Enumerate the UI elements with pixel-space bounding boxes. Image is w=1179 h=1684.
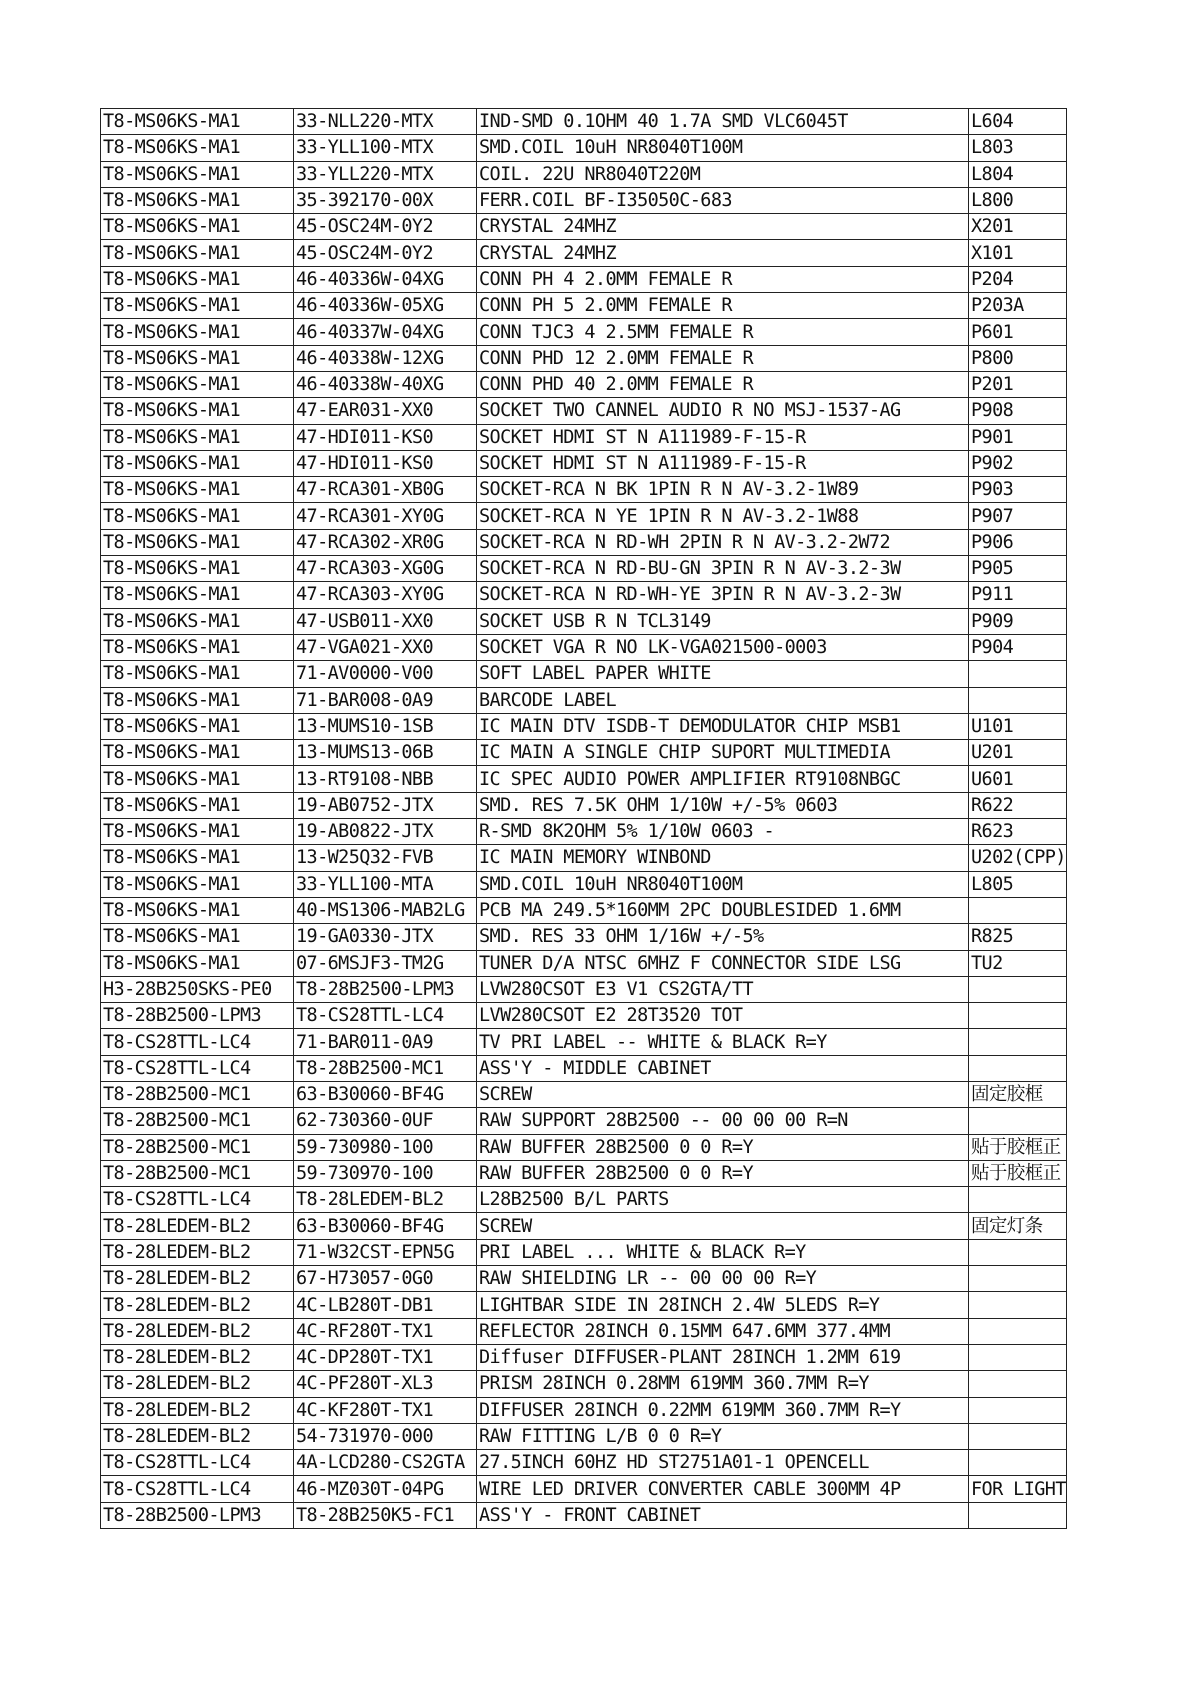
component-part-cell: 45-OSC24M-0Y2 xyxy=(294,240,477,266)
component-part-cell: 33-YLL220-MTX xyxy=(294,161,477,187)
location-cell: L804 xyxy=(969,161,1067,187)
bom-table-body xyxy=(101,109,1067,1529)
location-cell: FOR LIGHT xyxy=(969,1476,1067,1502)
parent-part-cell: T8-MS06KS-MA1 xyxy=(101,713,294,739)
table-row xyxy=(101,1160,1067,1186)
location-cell: L604 xyxy=(969,109,1067,135)
location-cell: X201 xyxy=(969,214,1067,240)
table-row xyxy=(101,1213,1067,1239)
location-cell xyxy=(969,1108,1067,1134)
description-cell: DIFFUSER 28INCH 0.22MM 619MM 360.7MM R=Y xyxy=(477,1397,969,1423)
parent-part-cell: T8-MS06KS-MA1 xyxy=(101,582,294,608)
component-part-cell: 47-EAR031-XX0 xyxy=(294,398,477,424)
location-cell: L800 xyxy=(969,187,1067,213)
component-part-cell: 13-MUMS10-1SB xyxy=(294,713,477,739)
table-row xyxy=(101,1318,1067,1344)
location-cell xyxy=(969,1292,1067,1318)
description-cell: RAW BUFFER 28B2500 0 0 R=Y xyxy=(477,1134,969,1160)
parent-part-cell: T8-28LEDEM-BL2 xyxy=(101,1318,294,1344)
description-cell: CONN PHD 40 2.0MM FEMALE R xyxy=(477,371,969,397)
parent-part-cell: T8-CS28TTL-LC4 xyxy=(101,1476,294,1502)
parent-part-cell: T8-CS28TTL-LC4 xyxy=(101,1029,294,1055)
location-cell: TU2 xyxy=(969,950,1067,976)
parent-part-cell: T8-28B2500-LPM3 xyxy=(101,1502,294,1528)
location-cell: P204 xyxy=(969,266,1067,292)
table-row xyxy=(101,1134,1067,1160)
parent-part-cell: T8-MS06KS-MA1 xyxy=(101,214,294,240)
component-part-cell: 71-W32CST-EPN5G xyxy=(294,1239,477,1265)
location-cell xyxy=(969,1397,1067,1423)
table-row xyxy=(101,293,1067,319)
location-cell xyxy=(969,976,1067,1002)
component-part-cell: 47-USB011-XX0 xyxy=(294,608,477,634)
component-part-cell: 46-40338W-40XG xyxy=(294,371,477,397)
parent-part-cell: T8-MS06KS-MA1 xyxy=(101,950,294,976)
description-cell: REFLECTOR 28INCH 0.15MM 647.6MM 377.4MM xyxy=(477,1318,969,1344)
description-cell: TUNER D/A NTSC 6MHZ F CONNECTOR SIDE LSG xyxy=(477,950,969,976)
component-part-cell: 45-OSC24M-0Y2 xyxy=(294,214,477,240)
table-row xyxy=(101,1266,1067,1292)
location-cell: P908 xyxy=(969,398,1067,424)
table-row xyxy=(101,871,1067,897)
description-cell: 27.5INCH 60HZ HD ST2751A01-1 OPENCELL xyxy=(477,1450,969,1476)
parent-part-cell: T8-MS06KS-MA1 xyxy=(101,529,294,555)
table-row xyxy=(101,424,1067,450)
description-cell: SMD.COIL 10uH NR8040T100M xyxy=(477,135,969,161)
table-row xyxy=(101,819,1067,845)
description-cell: CRYSTAL 24MHZ xyxy=(477,240,969,266)
description-cell: R-SMD 8K2OHM 5% 1/10W 0603 - xyxy=(477,819,969,845)
table-row xyxy=(101,240,1067,266)
component-part-cell: 47-RCA302-XR0G xyxy=(294,529,477,555)
parent-part-cell: T8-MS06KS-MA1 xyxy=(101,161,294,187)
table-row xyxy=(101,1187,1067,1213)
component-part-cell: T8-28B2500-LPM3 xyxy=(294,976,477,1002)
table-row xyxy=(101,345,1067,371)
parent-part-cell: T8-28B2500-MC1 xyxy=(101,1108,294,1134)
location-cell xyxy=(969,1003,1067,1029)
table-row xyxy=(101,897,1067,923)
description-cell: SMD.COIL 10uH NR8040T100M xyxy=(477,871,969,897)
description-cell: CONN PH 5 2.0MM FEMALE R xyxy=(477,293,969,319)
description-cell: LVW280CSOT E3 V1 CS2GTA/TT xyxy=(477,976,969,1002)
description-cell: SOCKET TWO CANNEL AUDIO R NO MSJ-1537-AG xyxy=(477,398,969,424)
location-cell: 固定胶框 xyxy=(969,1081,1067,1107)
parent-part-cell: T8-MS06KS-MA1 xyxy=(101,897,294,923)
component-part-cell: 35-392170-00X xyxy=(294,187,477,213)
parent-part-cell: T8-MS06KS-MA1 xyxy=(101,135,294,161)
parent-part-cell: T8-MS06KS-MA1 xyxy=(101,371,294,397)
location-cell: U601 xyxy=(969,766,1067,792)
location-cell xyxy=(969,661,1067,687)
parent-part-cell: T8-28B2500-LPM3 xyxy=(101,1003,294,1029)
parent-part-cell: T8-CS28TTL-LC4 xyxy=(101,1055,294,1081)
parent-part-cell: T8-MS06KS-MA1 xyxy=(101,687,294,713)
table-row xyxy=(101,976,1067,1002)
location-cell: P902 xyxy=(969,450,1067,476)
component-part-cell: 59-730980-100 xyxy=(294,1134,477,1160)
component-part-cell: 62-730360-0UF xyxy=(294,1108,477,1134)
description-cell: WIRE LED DRIVER CONVERTER CABLE 300MM 4P xyxy=(477,1476,969,1502)
table-row xyxy=(101,529,1067,555)
component-part-cell: 47-RCA303-XG0G xyxy=(294,556,477,582)
component-part-cell: 47-HDI011-KS0 xyxy=(294,450,477,476)
table-row xyxy=(101,477,1067,503)
description-cell: CONN PHD 12 2.0MM FEMALE R xyxy=(477,345,969,371)
table-row xyxy=(101,1292,1067,1318)
location-cell xyxy=(969,1450,1067,1476)
description-cell: SCREW xyxy=(477,1213,969,1239)
location-cell xyxy=(969,897,1067,923)
description-cell: PCB MA 249.5*160MM 2PC DOUBLESIDED 1.6MM xyxy=(477,897,969,923)
component-part-cell: 46-40336W-05XG xyxy=(294,293,477,319)
location-cell: R623 xyxy=(969,819,1067,845)
parent-part-cell: T8-MS06KS-MA1 xyxy=(101,398,294,424)
parent-part-cell: T8-MS06KS-MA1 xyxy=(101,240,294,266)
table-row xyxy=(101,766,1067,792)
table-row xyxy=(101,319,1067,345)
table-row xyxy=(101,1344,1067,1370)
location-cell: R622 xyxy=(969,792,1067,818)
table-row xyxy=(101,1397,1067,1423)
parent-part-cell: T8-MS06KS-MA1 xyxy=(101,661,294,687)
component-part-cell: 4C-KF280T-TX1 xyxy=(294,1397,477,1423)
description-cell: CONN TJC3 4 2.5MM FEMALE R xyxy=(477,319,969,345)
component-part-cell: 33-YLL100-MTX xyxy=(294,135,477,161)
parent-part-cell: T8-MS06KS-MA1 xyxy=(101,740,294,766)
location-cell: U202(CPP) xyxy=(969,845,1067,871)
component-part-cell: 46-MZ030T-04PG xyxy=(294,1476,477,1502)
parent-part-cell: T8-MS06KS-MA1 xyxy=(101,187,294,213)
component-part-cell: 4C-DP280T-TX1 xyxy=(294,1344,477,1370)
location-cell xyxy=(969,1187,1067,1213)
component-part-cell: 07-6MSJF3-TM2G xyxy=(294,950,477,976)
location-cell: P901 xyxy=(969,424,1067,450)
description-cell: IND-SMD 0.1OHM 40 1.7A SMD VLC6045T xyxy=(477,109,969,135)
location-cell: U201 xyxy=(969,740,1067,766)
parent-part-cell: T8-MS06KS-MA1 xyxy=(101,424,294,450)
table-row xyxy=(101,687,1067,713)
component-part-cell: 54-731970-000 xyxy=(294,1423,477,1449)
location-cell: P909 xyxy=(969,608,1067,634)
description-cell: SOCKET VGA R NO LK-VGA021500-0003 xyxy=(477,634,969,660)
table-row xyxy=(101,740,1067,766)
location-cell: P905 xyxy=(969,556,1067,582)
table-row xyxy=(101,1371,1067,1397)
parent-part-cell: T8-MS06KS-MA1 xyxy=(101,924,294,950)
parent-part-cell: T8-MS06KS-MA1 xyxy=(101,109,294,135)
description-cell: IC SPEC AUDIO POWER AMPLIFIER RT9108NBGC xyxy=(477,766,969,792)
description-cell: ASS'Y - MIDDLE CABINET xyxy=(477,1055,969,1081)
parent-part-cell: T8-MS06KS-MA1 xyxy=(101,819,294,845)
parent-part-cell: T8-28B2500-MC1 xyxy=(101,1160,294,1186)
component-part-cell: 71-BAR011-0A9 xyxy=(294,1029,477,1055)
parent-part-cell: T8-MS06KS-MA1 xyxy=(101,319,294,345)
description-cell: SMD. RES 7.5K OHM 1/10W +/-5% 0603 xyxy=(477,792,969,818)
parent-part-cell: T8-28LEDEM-BL2 xyxy=(101,1371,294,1397)
component-part-cell: 4A-LCD280-CS2GTA xyxy=(294,1450,477,1476)
location-cell: P203A xyxy=(969,293,1067,319)
table-row xyxy=(101,1055,1067,1081)
component-part-cell: 47-VGA021-XX0 xyxy=(294,634,477,660)
component-part-cell: 46-40337W-04XG xyxy=(294,319,477,345)
parent-part-cell: T8-28LEDEM-BL2 xyxy=(101,1266,294,1292)
description-cell: SOCKET-RCA N RD-WH-YE 3PIN R N AV-3.2-3W xyxy=(477,582,969,608)
component-part-cell: 13-W25Q32-FVB xyxy=(294,845,477,871)
table-row xyxy=(101,924,1067,950)
component-part-cell: 19-GA0330-JTX xyxy=(294,924,477,950)
description-cell: BARCODE LABEL xyxy=(477,687,969,713)
table-row xyxy=(101,1450,1067,1476)
location-cell xyxy=(969,1266,1067,1292)
parent-part-cell: T8-MS06KS-MA1 xyxy=(101,634,294,660)
component-part-cell: 19-AB0752-JTX xyxy=(294,792,477,818)
component-part-cell: 4C-PF280T-XL3 xyxy=(294,1371,477,1397)
description-cell: SMD. RES 33 OHM 1/16W +/-5% xyxy=(477,924,969,950)
component-part-cell: 47-RCA301-XB0G xyxy=(294,477,477,503)
location-cell xyxy=(969,1055,1067,1081)
component-part-cell: 71-AV0000-V00 xyxy=(294,661,477,687)
table-row xyxy=(101,1108,1067,1134)
parent-part-cell: T8-MS06KS-MA1 xyxy=(101,266,294,292)
location-cell xyxy=(969,1029,1067,1055)
description-cell: LIGHTBAR SIDE IN 28INCH 2.4W 5LEDS R=Y xyxy=(477,1292,969,1318)
component-part-cell: 47-RCA303-XY0G xyxy=(294,582,477,608)
parent-part-cell: T8-28LEDEM-BL2 xyxy=(101,1423,294,1449)
parent-part-cell: T8-MS06KS-MA1 xyxy=(101,871,294,897)
table-row xyxy=(101,135,1067,161)
parent-part-cell: T8-MS06KS-MA1 xyxy=(101,345,294,371)
description-cell: SCREW xyxy=(477,1081,969,1107)
location-cell xyxy=(969,1344,1067,1370)
description-cell: IC MAIN MEMORY WINBOND xyxy=(477,845,969,871)
component-part-cell: 4C-RF280T-TX1 xyxy=(294,1318,477,1344)
description-cell: RAW SUPPORT 28B2500 -- 00 00 00 R=N xyxy=(477,1108,969,1134)
description-cell: PRI LABEL ... WHITE & BLACK R=Y xyxy=(477,1239,969,1265)
parent-part-cell: T8-CS28TTL-LC4 xyxy=(101,1187,294,1213)
location-cell: R825 xyxy=(969,924,1067,950)
location-cell: P904 xyxy=(969,634,1067,660)
parent-part-cell: T8-28B2500-MC1 xyxy=(101,1081,294,1107)
location-cell: P800 xyxy=(969,345,1067,371)
description-cell: COIL. 22U NR8040T220M xyxy=(477,161,969,187)
component-part-cell: T8-28B250K5-FC1 xyxy=(294,1502,477,1528)
table-row xyxy=(101,187,1067,213)
location-cell: 固定灯条 xyxy=(969,1213,1067,1239)
parent-part-cell: T8-28LEDEM-BL2 xyxy=(101,1397,294,1423)
component-part-cell: 59-730970-100 xyxy=(294,1160,477,1186)
parent-part-cell: T8-CS28TTL-LC4 xyxy=(101,1450,294,1476)
parent-part-cell: T8-MS06KS-MA1 xyxy=(101,792,294,818)
table-row xyxy=(101,1081,1067,1107)
location-cell xyxy=(969,1371,1067,1397)
table-row xyxy=(101,845,1067,871)
description-cell: CONN PH 4 2.0MM FEMALE R xyxy=(477,266,969,292)
location-cell: P907 xyxy=(969,503,1067,529)
description-cell: LVW280CSOT E2 28T3520 TOT xyxy=(477,1003,969,1029)
component-part-cell: 13-RT9108-NBB xyxy=(294,766,477,792)
description-cell: SOCKET-RCA N RD-BU-GN 3PIN R N AV-3.2-3W xyxy=(477,556,969,582)
component-part-cell: 47-HDI011-KS0 xyxy=(294,424,477,450)
component-part-cell: T8-28B2500-MC1 xyxy=(294,1055,477,1081)
description-cell: SOCKET-RCA N RD-WH 2PIN R N AV-3.2-2W72 xyxy=(477,529,969,555)
parent-part-cell: T8-MS06KS-MA1 xyxy=(101,766,294,792)
description-cell: SOCKET-RCA N BK 1PIN R N AV-3.2-1W89 xyxy=(477,477,969,503)
component-part-cell: 33-YLL100-MTA xyxy=(294,871,477,897)
parent-part-cell: T8-MS06KS-MA1 xyxy=(101,845,294,871)
location-cell xyxy=(969,1502,1067,1528)
location-cell xyxy=(969,1239,1067,1265)
parent-part-cell: T8-28B2500-MC1 xyxy=(101,1134,294,1160)
description-cell: PRISM 28INCH 0.28MM 619MM 360.7MM R=Y xyxy=(477,1371,969,1397)
description-cell: RAW FITTING L/B 0 0 R=Y xyxy=(477,1423,969,1449)
table-row xyxy=(101,1239,1067,1265)
parent-part-cell: T8-28LEDEM-BL2 xyxy=(101,1239,294,1265)
description-cell: SOCKET USB R N TCL3149 xyxy=(477,608,969,634)
location-cell: P906 xyxy=(969,529,1067,555)
component-part-cell: T8-28LEDEM-BL2 xyxy=(294,1187,477,1213)
parent-part-cell: T8-MS06KS-MA1 xyxy=(101,608,294,634)
component-part-cell: 46-40338W-12XG xyxy=(294,345,477,371)
table-row xyxy=(101,214,1067,240)
table-row xyxy=(101,109,1067,135)
description-cell: ASS'Y - FRONT CABINET xyxy=(477,1502,969,1528)
table-row xyxy=(101,634,1067,660)
location-cell: L805 xyxy=(969,871,1067,897)
table-row xyxy=(101,161,1067,187)
location-cell: X101 xyxy=(969,240,1067,266)
table-row xyxy=(101,608,1067,634)
component-part-cell: 67-H73057-0G0 xyxy=(294,1266,477,1292)
parent-part-cell: T8-MS06KS-MA1 xyxy=(101,293,294,319)
table-row xyxy=(101,503,1067,529)
description-cell: SOCKET-RCA N YE 1PIN R N AV-3.2-1W88 xyxy=(477,503,969,529)
location-cell: U101 xyxy=(969,713,1067,739)
description-cell: Diffuser DIFFUSER-PLANT 28INCH 1.2MM 619 xyxy=(477,1344,969,1370)
description-cell: IC MAIN DTV ISDB-T DEMODULATOR CHIP MSB1 xyxy=(477,713,969,739)
location-cell: P911 xyxy=(969,582,1067,608)
location-cell: P601 xyxy=(969,319,1067,345)
parent-part-cell: T8-28LEDEM-BL2 xyxy=(101,1213,294,1239)
description-cell: RAW SHIELDING LR -- 00 00 00 R=Y xyxy=(477,1266,969,1292)
description-cell: SOCKET HDMI ST N A111989-F-15-R xyxy=(477,424,969,450)
component-part-cell: 33-NLL220-MTX xyxy=(294,109,477,135)
table-row xyxy=(101,371,1067,397)
location-cell xyxy=(969,1423,1067,1449)
location-cell: 贴于胶框正 xyxy=(969,1134,1067,1160)
description-cell: L28B2500 B/L PARTS xyxy=(477,1187,969,1213)
description-cell: SOFT LABEL PAPER WHITE xyxy=(477,661,969,687)
component-part-cell: 4C-LB280T-DB1 xyxy=(294,1292,477,1318)
description-cell: IC MAIN A SINGLE CHIP SUPORT MULTIMEDIA xyxy=(477,740,969,766)
parent-part-cell: T8-MS06KS-MA1 xyxy=(101,450,294,476)
parent-part-cell: T8-MS06KS-MA1 xyxy=(101,477,294,503)
parent-part-cell: T8-28LEDEM-BL2 xyxy=(101,1292,294,1318)
table-row xyxy=(101,1502,1067,1528)
location-cell: 贴于胶框正 xyxy=(969,1160,1067,1186)
table-row xyxy=(101,1029,1067,1055)
table-row xyxy=(101,266,1067,292)
parent-part-cell: H3-28B250SKS-PE0 xyxy=(101,976,294,1002)
component-part-cell: 19-AB0822-JTX xyxy=(294,819,477,845)
table-row xyxy=(101,661,1067,687)
description-cell: SOCKET HDMI ST N A111989-F-15-R xyxy=(477,450,969,476)
location-cell: P903 xyxy=(969,477,1067,503)
component-part-cell: 40-MS1306-MAB2LG xyxy=(294,897,477,923)
component-part-cell: 46-40336W-04XG xyxy=(294,266,477,292)
description-cell: TV PRI LABEL -- WHITE & BLACK R=Y xyxy=(477,1029,969,1055)
location-cell xyxy=(969,1318,1067,1344)
location-cell: P201 xyxy=(969,371,1067,397)
parent-part-cell: T8-MS06KS-MA1 xyxy=(101,503,294,529)
description-cell: FERR.COIL BF-I35050C-683 xyxy=(477,187,969,213)
location-cell xyxy=(969,687,1067,713)
table-row xyxy=(101,450,1067,476)
component-part-cell: 13-MUMS13-06B xyxy=(294,740,477,766)
table-row xyxy=(101,713,1067,739)
table-row xyxy=(101,950,1067,976)
table-row xyxy=(101,556,1067,582)
location-cell: L803 xyxy=(969,135,1067,161)
table-row xyxy=(101,1003,1067,1029)
table-row xyxy=(101,398,1067,424)
description-cell: CRYSTAL 24MHZ xyxy=(477,214,969,240)
description-cell: RAW BUFFER 28B2500 0 0 R=Y xyxy=(477,1160,969,1186)
component-part-cell: 63-B30060-BF4G xyxy=(294,1213,477,1239)
parent-part-cell: T8-MS06KS-MA1 xyxy=(101,556,294,582)
bom-table xyxy=(100,108,1067,1529)
component-part-cell: 71-BAR008-0A9 xyxy=(294,687,477,713)
parent-part-cell: T8-28LEDEM-BL2 xyxy=(101,1344,294,1370)
table-row xyxy=(101,1476,1067,1502)
table-row xyxy=(101,1423,1067,1449)
table-row xyxy=(101,582,1067,608)
component-part-cell: 47-RCA301-XY0G xyxy=(294,503,477,529)
table-row xyxy=(101,792,1067,818)
component-part-cell: T8-CS28TTL-LC4 xyxy=(294,1003,477,1029)
component-part-cell: 63-B30060-BF4G xyxy=(294,1081,477,1107)
